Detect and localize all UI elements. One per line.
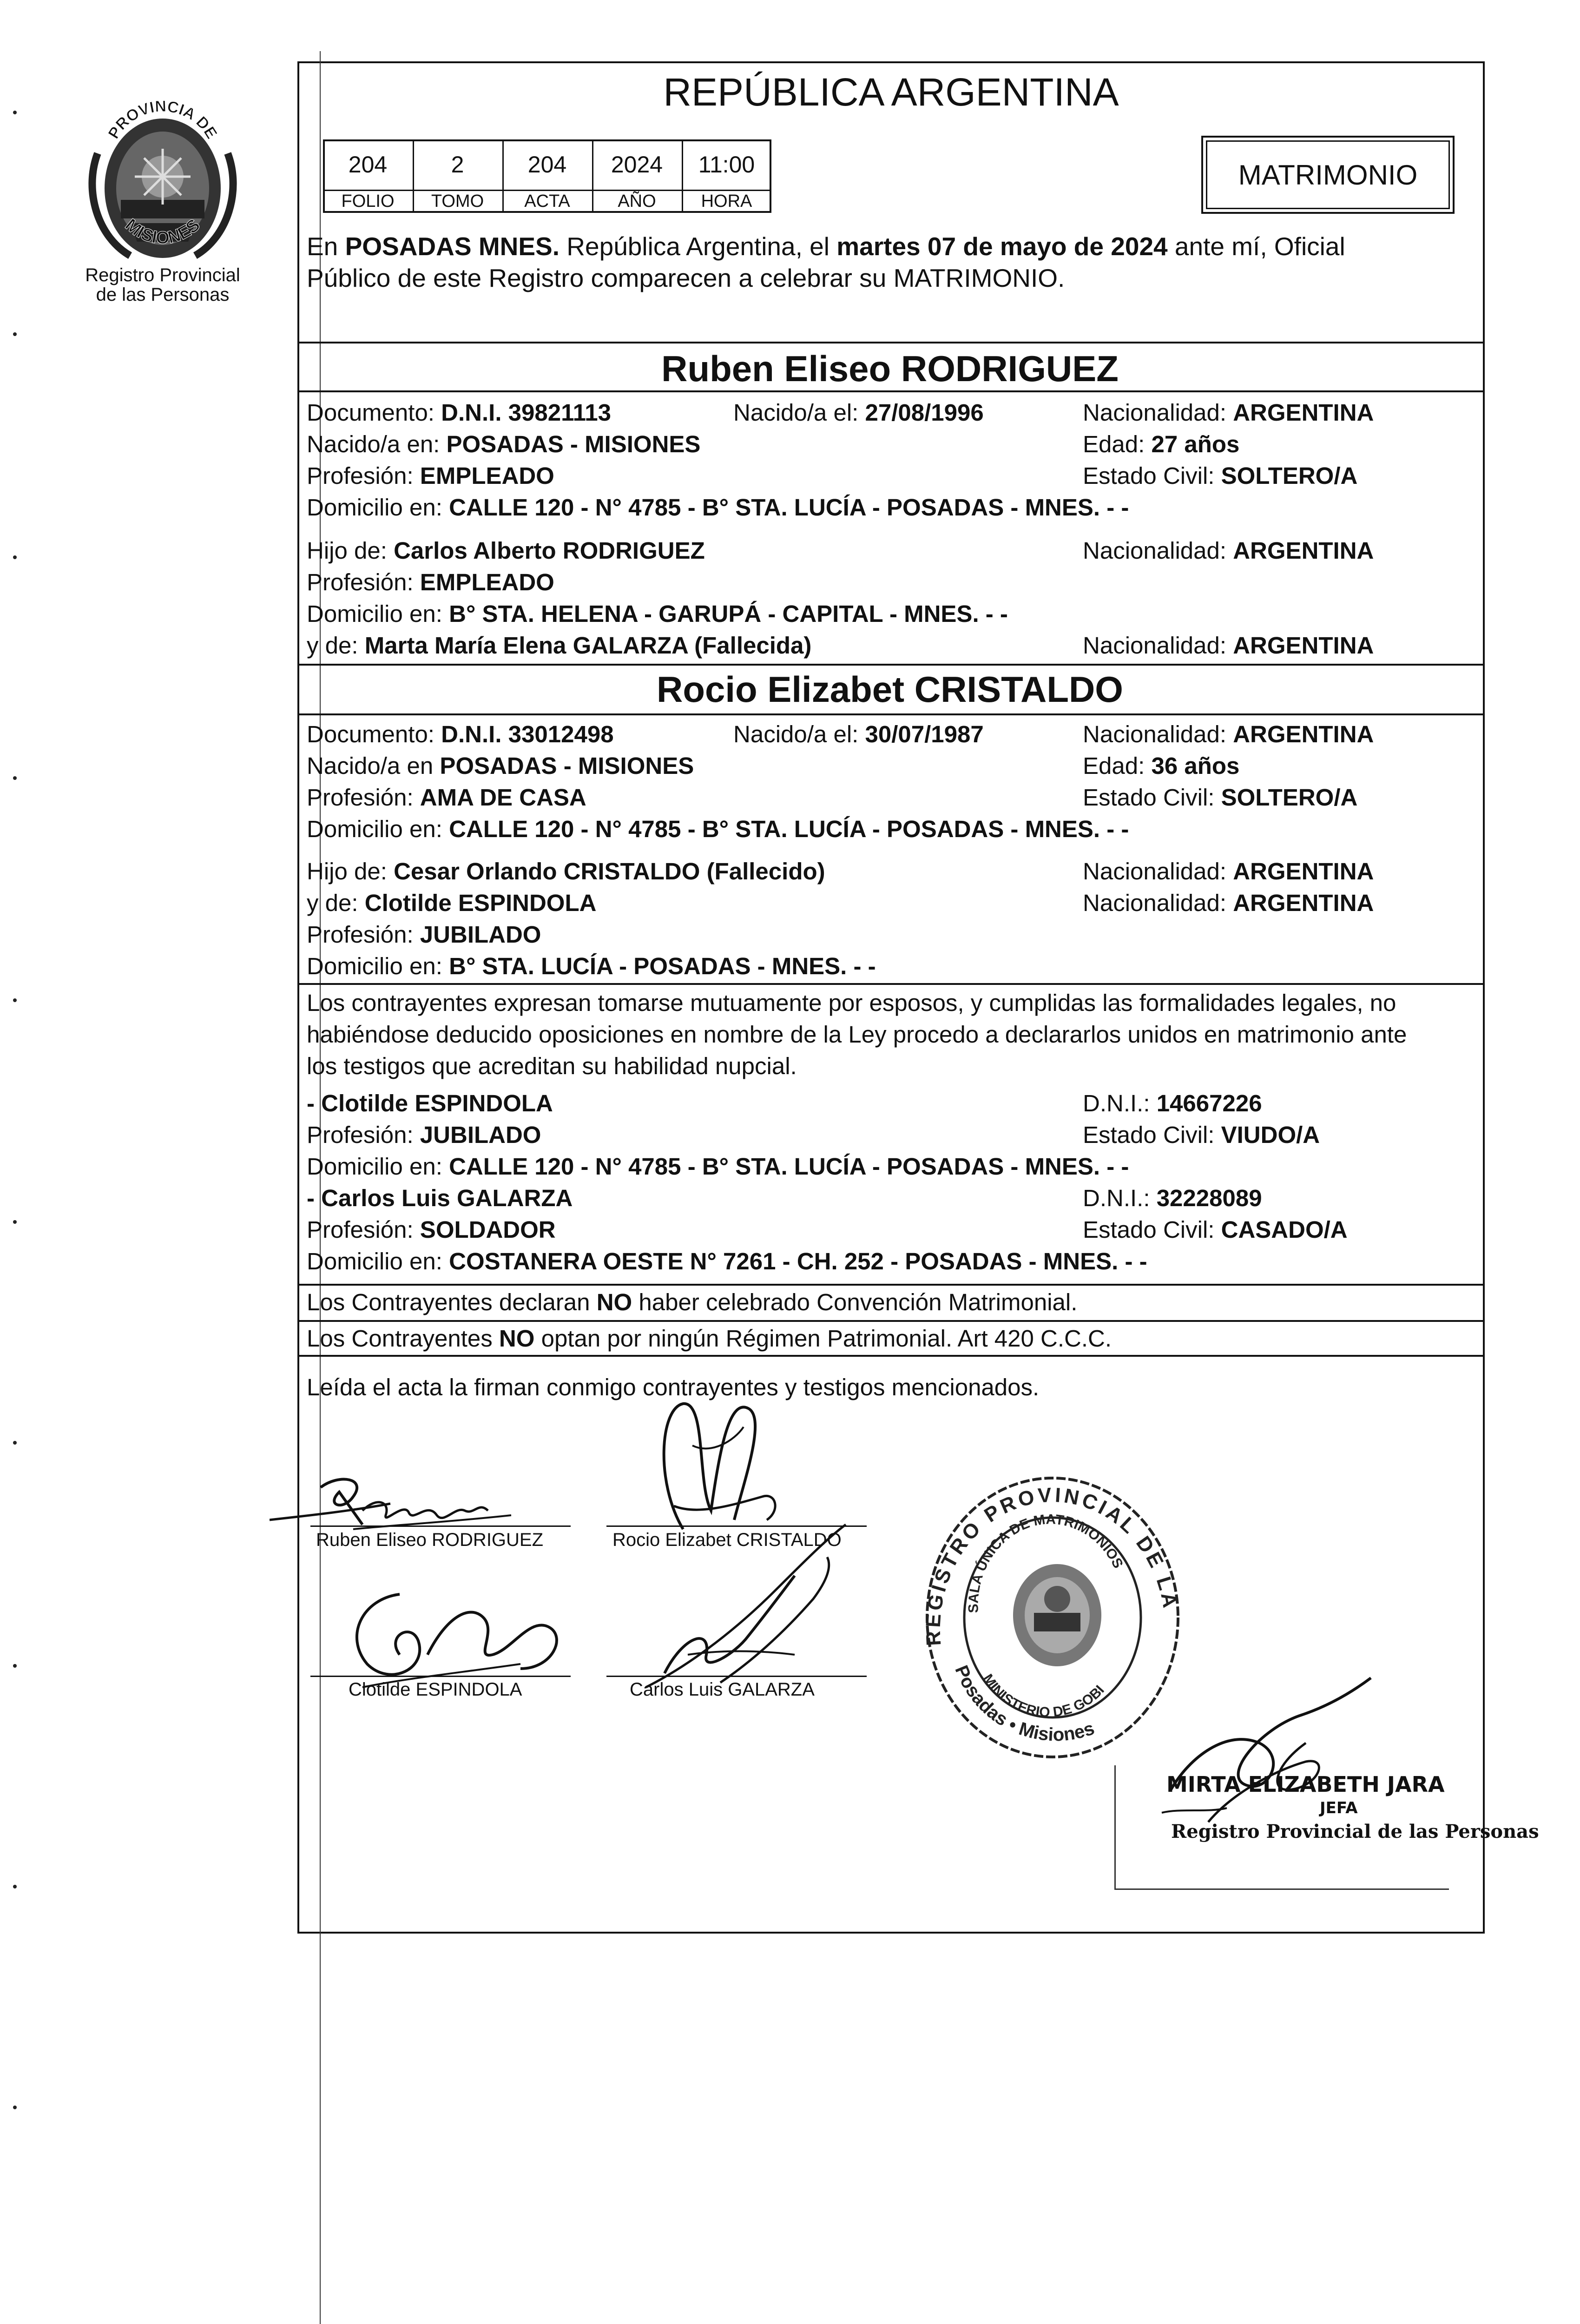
svg-text:MISIONES: [121, 215, 204, 248]
spouse2-mother-profession: Profesión: JUBILADO: [307, 921, 541, 948]
record-type: MATRIMONIO: [1238, 159, 1418, 191]
spouse1-father-profession: Profesión: EMPLEADO: [307, 569, 554, 595]
stamp-outer-bottom: Posadas • Misiones: [951, 1662, 1097, 1745]
tomo-label: TOMO: [431, 191, 484, 211]
folio-value: 204: [348, 152, 388, 178]
logo-caption-line2: de las Personas: [96, 284, 230, 305]
signature-drawing-3: [335, 1576, 576, 1715]
spouse1-civil-status: Estado Civil: SOLTERO/A: [1083, 462, 1358, 489]
official-role: JEFA: [1320, 1799, 1358, 1817]
logo-caption-line1: Registro Provincial: [85, 265, 240, 285]
divider-intro: [297, 342, 1485, 343]
spouse2-address: Domicilio en: CALLE 120 - N° 4785 - B° STA. LUCÍA - POSADAS - MNES. - -: [307, 816, 1129, 842]
signature-caption-1: Ruben Eliseo RODRIGUEZ: [316, 1530, 544, 1550]
spouse2-birthplace: Nacido/a en POSADAS - MISIONES: [307, 753, 694, 779]
intro-city: POSADAS MNES.: [345, 232, 560, 261]
registry-seal-icon: [904, 1459, 1192, 1766]
witness2-profession: Profesión: SOLDADOR: [307, 1216, 556, 1243]
official-box-bottom: [1114, 1888, 1449, 1890]
witness1-address: Domicilio en: CALLE 120 - N° 4785 - B° STA. LUCÍA - POSADAS - MNES. - -: [307, 1153, 1129, 1180]
folio-label: FOLIO: [341, 191, 395, 211]
frame-bottom: [297, 1932, 1485, 1934]
spouse1-document: Documento: D.N.I. 39821113: [307, 399, 611, 426]
witness1-profession: Profesión: JUBILADO: [307, 1122, 541, 1148]
divider-spouse1: [297, 390, 1485, 392]
hour-label: HORA: [701, 191, 752, 211]
declaration-line2: habiéndose deducido oposiciones en nombre de la Ley procedo a declararlos unidos en matrimonio ante: [307, 1021, 1407, 1048]
witness2-dni: D.N.I.: 32228089: [1083, 1185, 1262, 1211]
stamp-inner-bottom: MINISTERIO DE GOBI: [980, 1671, 1107, 1720]
tomo-value: 2: [451, 152, 464, 178]
document-title: REPÚBLICA ARGENTINA: [663, 70, 1119, 114]
signature-drawing-1: [270, 1459, 530, 1552]
divider-spouse2: [297, 713, 1485, 715]
convention-statement: Los Contrayentes declaran NO haber celebrado Convención Matrimonial.: [307, 1289, 1078, 1315]
year-value: 2024: [611, 152, 663, 178]
signature-caption-4: Carlos Luis GALARZA: [630, 1679, 815, 1700]
spouse1-mother: y de: Marta María Elena GALARZA (Fallecida): [307, 632, 812, 659]
spouse2-birthdate: Nacido/a el: 30/07/1987: [733, 721, 984, 747]
spouse2-profession: Profesión: AMA DE CASA: [307, 784, 586, 811]
intro-line2: Público de este Registro comparecen a celebrar su MATRIMONIO.: [307, 264, 1065, 292]
official-name: MIRTA ELIZABETH JARA: [1166, 1772, 1445, 1797]
spouse1-nationality: Nacionalidad: ARGENTINA: [1083, 399, 1374, 426]
witness1-name: - Clotilde ESPINDOLA: [307, 1090, 553, 1116]
record-fields-table: [323, 139, 771, 213]
record-type-box: [1201, 136, 1455, 214]
official-box-left: [1114, 1765, 1116, 1890]
divider-convention: [297, 1284, 1485, 1286]
spouse2-age: Edad: 36 años: [1083, 753, 1240, 779]
spouse1-name: Ruben Eliseo RODRIGUEZ: [661, 348, 1119, 389]
logo-seal-top: PROVINCIA DE: [105, 97, 221, 142]
spouse1-birthplace: Nacido/a en: POSADAS - MISIONES: [307, 431, 701, 457]
witness1-civil-status: Estado Civil: VIUDO/A: [1083, 1122, 1320, 1148]
official-stamp: [904, 1459, 1192, 1766]
stamp-inner-top: SALA ÚNICA DE MATRIMONIOS: [966, 1512, 1126, 1613]
spouse2-father: Hijo de: Cesar Orlando CRISTALDO (Fallecido): [307, 858, 825, 885]
year-label: AÑO: [618, 191, 656, 211]
spouse2-document: Documento: D.N.I. 33012498: [307, 721, 614, 747]
signature-drawing-4: [627, 1515, 869, 1710]
frame-top: [297, 61, 1485, 63]
spouse1-father-nationality: Nacionalidad: ARGENTINA: [1083, 537, 1374, 564]
spouse1-profession: Profesión: EMPLEADO: [307, 462, 554, 489]
spouse2-nationality: Nacionalidad: ARGENTINA: [1083, 721, 1374, 747]
divider-spouse2-top: [297, 664, 1485, 666]
acta-value: 204: [527, 152, 567, 178]
spouse2-civil-status: Estado Civil: SOLTERO/A: [1083, 784, 1358, 811]
spouse1-age: Edad: 27 años: [1083, 431, 1240, 457]
svg-text:PROVINCIA DE: [105, 98, 220, 142]
divider-declaration: [297, 983, 1485, 985]
intro-line1: En POSADAS MNES. República Argentina, el martes 07 de mayo de 2024 ante mí, Oficial: [307, 232, 1345, 261]
spouse2-name: Rocio Elizabet CRISTALDO: [657, 669, 1123, 710]
declaration-line3: los testigos que acreditan su habilidad nupcial.: [307, 1053, 797, 1079]
official-office: Registro Provincial de las Personas: [1171, 1821, 1539, 1842]
registry-logo: [79, 84, 246, 305]
logo-seal-bottom: MISIONES: [121, 215, 204, 248]
spouse1-father: Hijo de: Carlos Alberto RODRIGUEZ: [307, 537, 705, 564]
spouse2-mother: y de: Clotilde ESPINDOLA: [307, 890, 597, 916]
divider-regimen: [297, 1320, 1485, 1322]
spouse1-father-address: Domicilio en: B° STA. HELENA - GARUPÁ - CAPITAL - MNES. - -: [307, 601, 1008, 627]
signature-caption-2: Rocio Elizabet CRISTALDO: [612, 1530, 842, 1550]
spouse2-father-nationality: Nacionalidad: ARGENTINA: [1083, 858, 1374, 885]
intro-date: martes 07 de mayo de 2024: [836, 232, 1168, 261]
spouse2-mother-nationality: Nacionalidad: ARGENTINA: [1083, 890, 1374, 916]
regimen-statement: Los Contrayentes NO optan por ningún Régimen Patrimonial. Art 420 C.C.C.: [307, 1325, 1112, 1352]
declaration-line1: Los contrayentes expresan tomarse mutuamente por esposos, y cumplidas las formalidades legales, no: [307, 990, 1396, 1016]
spouse2-mother-address: Domicilio en: B° STA. LUCÍA - POSADAS - MNES. - -: [307, 953, 876, 979]
hour-value: 11:00: [698, 152, 755, 178]
spouse1-birthdate: Nacido/a el: 27/08/1996: [733, 399, 984, 426]
witness2-address: Domicilio en: COSTANERA OESTE N° 7261 - CH. 252 - POSADAS - MNES. - -: [307, 1248, 1147, 1274]
spouse1-mother-nationality: Nacionalidad: ARGENTINA: [1083, 632, 1374, 659]
acta-label: ACTA: [524, 191, 570, 211]
closing-statement: Leída el acta la firman conmigo contrayentes y testigos mencionados.: [307, 1374, 1040, 1400]
signature-caption-3: Clotilde ESPINDOLA: [349, 1679, 522, 1700]
witness2-civil-status: Estado Civil: CASADO/A: [1083, 1216, 1348, 1243]
spouse1-address: Domicilio en: CALLE 120 - N° 4785 - B° STA. LUCÍA - POSADAS - MNES. - -: [307, 494, 1129, 521]
witness2-name: - Carlos Luis GALARZA: [307, 1185, 573, 1211]
divider-closing: [297, 1355, 1485, 1357]
stamp-outer-top: REGISTRO PROVINCIAL DE LA: [922, 1483, 1182, 1647]
witness1-dni: D.N.I.: 14667226: [1083, 1090, 1262, 1116]
